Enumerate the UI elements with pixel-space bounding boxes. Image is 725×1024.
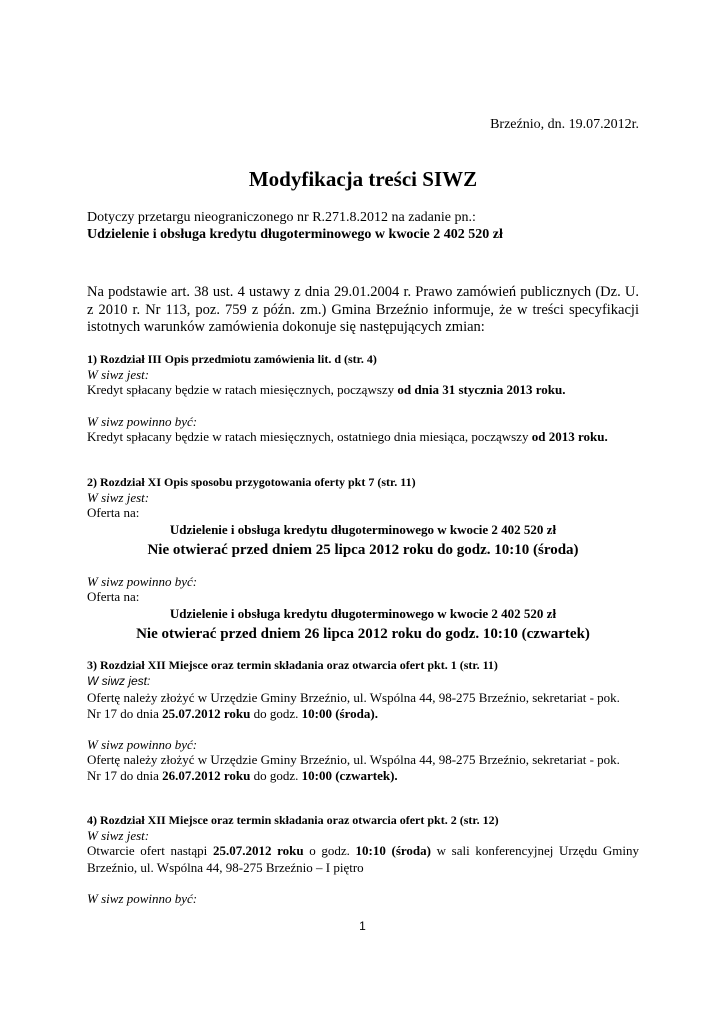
tender-reference [87, 209, 503, 243]
section-3-should-text-line2 [87, 768, 639, 784]
section-1-is-text-bold: od dnia 31 stycznia 2013 roku. [397, 382, 566, 397]
section-4-text-b: o godz. [303, 843, 356, 858]
section-3-is-date: 25.07.2012 roku [162, 706, 251, 721]
document-title: Modyfikacja treści SIWZ [248, 167, 478, 191]
section-2-should-envelope-title: Udzielenie i obsługa kredytu długoterminowego w kwocie 2 402 520 zł [169, 606, 557, 621]
section-2-should-label: W siwz powinno być: [87, 574, 198, 589]
section-4-time: 10:10 (środa) [355, 843, 431, 858]
section-3-heading: 3) Rozdział XII Miejsce oraz termin składania oraz otwarcia ofert pkt. 1 (str. 11) [87, 658, 498, 672]
section-3-should-mid: do godz. [250, 768, 302, 783]
section-1-heading: 1) Rozdział III Opis przedmiotu zamówienia lit. d (str. 4) [87, 352, 377, 366]
section-3-is-mid: do godz. [250, 706, 302, 721]
section-1-is-label: W siwz jest: [87, 367, 150, 382]
section-3-is-prefix: Nr 17 do dnia [87, 706, 163, 721]
section-3-should-time: 10:00 (czwartek). [301, 768, 398, 783]
section-3-should-label: W siwz powinno być: [87, 737, 198, 752]
section-3-should-text-line1: Ofertę należy złożyć w Urzędzie Gminy Brzeźnio, ul. Wspólna 44, 98-275 Brzeźnio, sekretariat - pok. [87, 752, 620, 767]
section-2-should-offer-label: Oferta na: [87, 589, 140, 604]
section-4-is-label: W siwz jest: [87, 828, 150, 843]
section-3-is-text-line2 [87, 706, 639, 722]
section-2-is-label: W siwz jest: [87, 490, 150, 505]
section-2-is-offer-label: Oferta na: [87, 505, 140, 520]
section-4-is-text [87, 843, 639, 876]
section-2-heading: 2) Rozdział XI Opis sposobu przygotowania oferty pkt 7 (str. 11) [87, 475, 416, 489]
tender-subject: Udzielenie i obsługa kredytu długoterminowego w kwocie 2 402 520 zł [87, 227, 503, 242]
section-1-is-text [87, 382, 639, 398]
intro-paragraph: Na podstawie art. 38 ust. 4 ustawy z dnia 29.01.2004 r. Prawo zamówień publicznych (Dz. U. z 2010 r. Nr 113, poz. 759 z późn. zm.) Gmina Brzeźnio informuje, że w treści specyfikacji istotnych warunków zamówienia dokonuje się następujących zmian: [87, 284, 639, 335]
section-1-should-text-plain: Kredyt spłacany będzie w ratach miesięcznych, ostatniego dnia miesiąca, począwszy [87, 429, 532, 444]
section-2-is-notice: Nie otwierać przed dniem 25 lipca 2012 roku do godz. 10:10 (środa) [147, 542, 579, 558]
section-3-should-prefix: Nr 17 do dnia [87, 768, 163, 783]
section-1-should-label: W siwz powinno być: [87, 414, 198, 429]
section-4-date: 25.07.2012 roku [212, 843, 304, 858]
section-4-should-label: W siwz powinno być: [87, 891, 198, 906]
section-3-is-time: 10:00 (środa). [301, 706, 378, 721]
section-2-should-notice: Nie otwierać przed dniem 26 lipca 2012 roku do godz. 10:10 (czwartek) [136, 626, 590, 642]
tender-reference-line: Dotyczy przetargu nieograniczonego nr R.271.8.2012 na zadanie pn.: [87, 210, 476, 225]
section-1-should-text-bold: od 2013 roku. [531, 429, 608, 444]
section-3-is-label: W siwz jest: [87, 674, 151, 688]
section-3-should-date: 26.07.2012 roku [162, 768, 251, 783]
section-3-is-text-line1: Ofertę należy złożyć w Urzędzie Gminy Brzeźnio, ul. Wspólna 44, 98-275 Brzeźnio, sekretariat - pok. [87, 690, 620, 705]
section-1-should-text [87, 429, 639, 445]
section-4-text-a: Otwarcie ofert nastąpi [87, 843, 213, 858]
section-4-text-c: w sali konferencyjnej Urzędu Gminy Brzeźnio, ul. Wspólna 44, 98-275 Brzeźnio – I piętro [87, 843, 639, 875]
page-number: 1 [359, 919, 366, 933]
document-date: Brzeźnio, dn. 19.07.2012r. [490, 117, 639, 132]
section-1-is-text-plain: Kredyt spłacany będzie w ratach miesięcznych, począwszy [87, 382, 398, 397]
section-2-is-envelope-title: Udzielenie i obsługa kredytu długoterminowego w kwocie 2 402 520 zł [169, 522, 557, 537]
section-4-heading: 4) Rozdział XII Miejsce oraz termin składania oraz otwarcia ofert pkt. 2 (str. 12) [87, 813, 499, 827]
